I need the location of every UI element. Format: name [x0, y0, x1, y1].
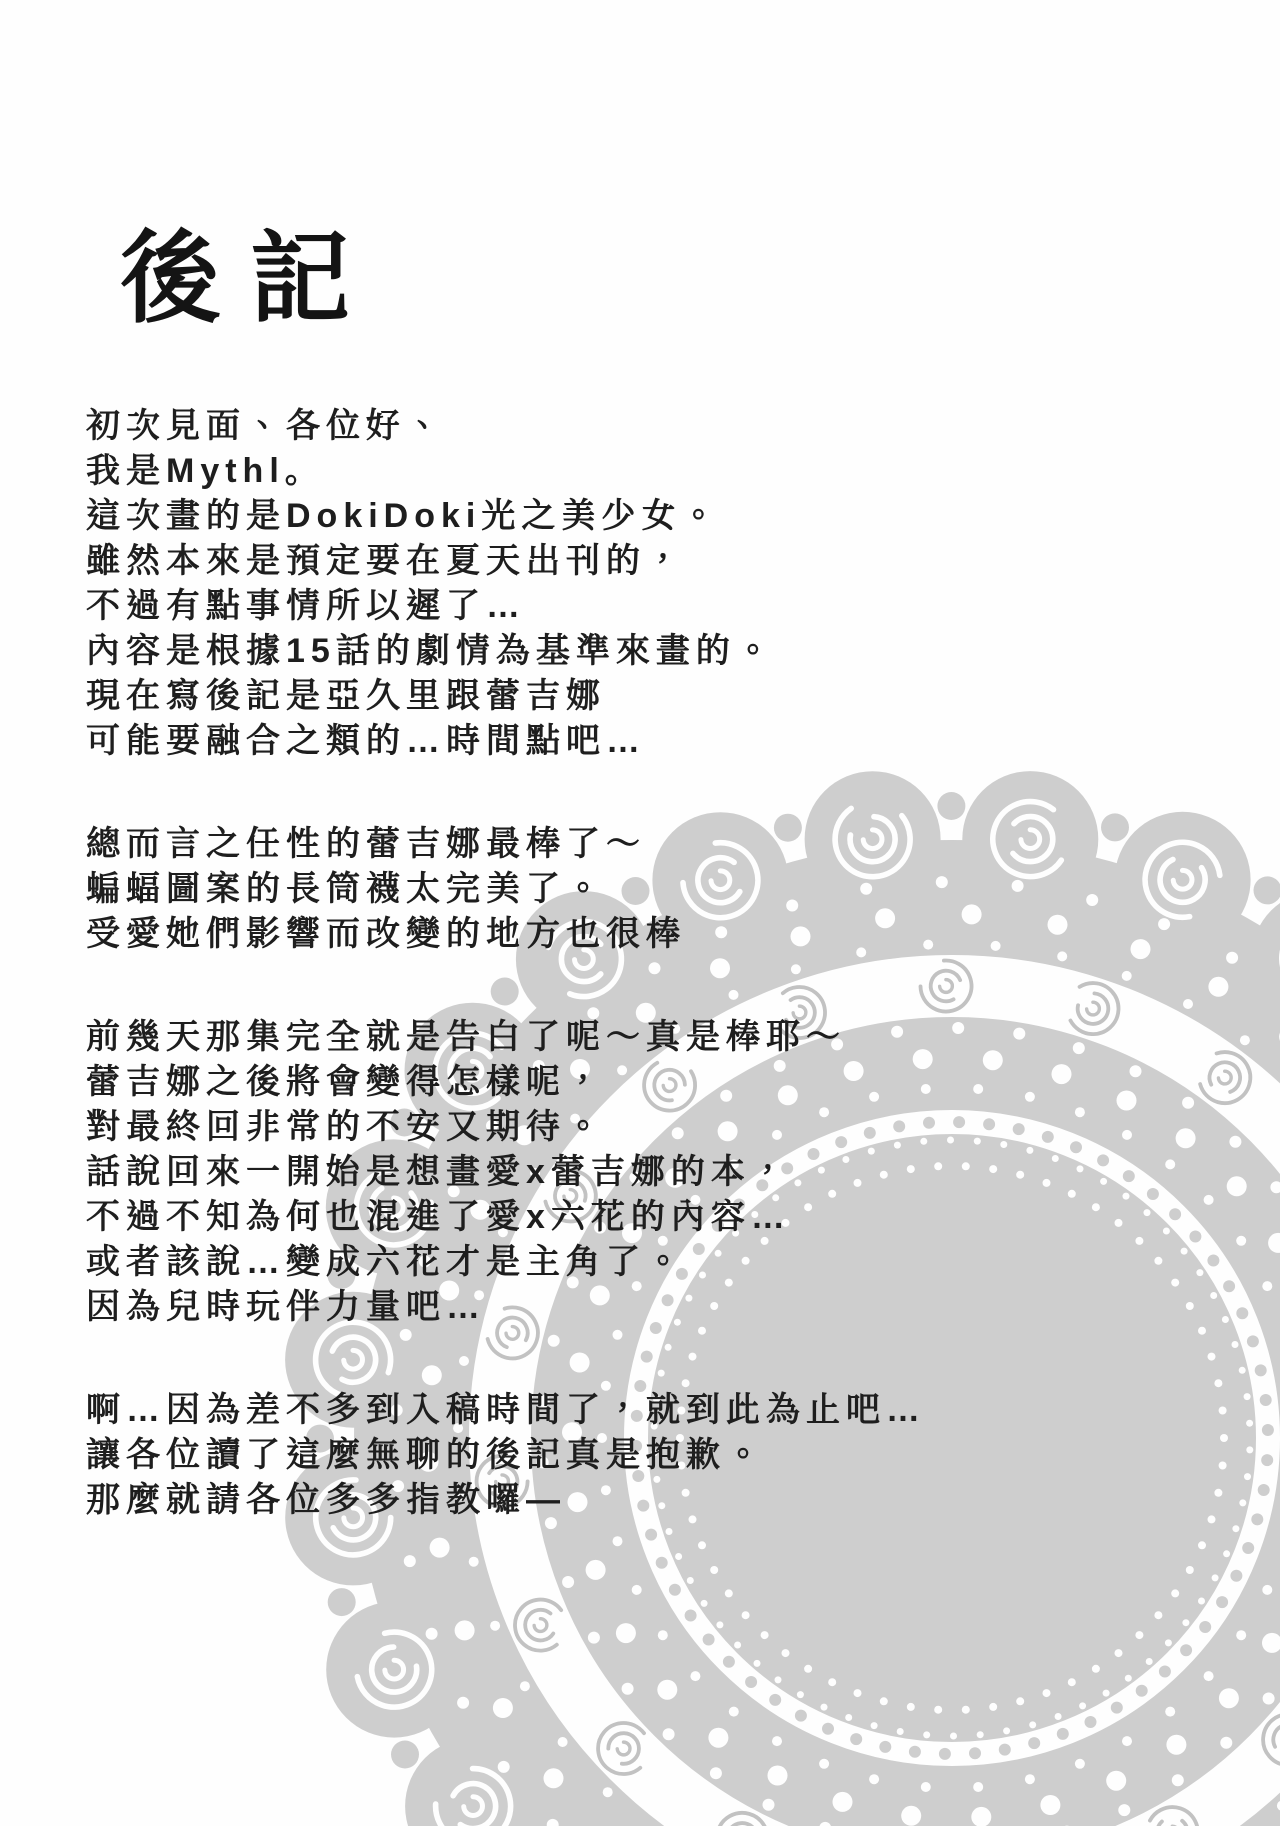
page-title: 後記 — [120, 224, 380, 335]
text-line: 蕾吉娜之後將會變得怎樣呢， — [86, 1063, 606, 1101]
text-line: 我是Mythl。 — [86, 452, 325, 490]
text-line: 對最終回非常的不安又期待。 — [86, 1108, 606, 1146]
text-line: 啊…因為差不多到入稿時間了，就到此為止吧… — [86, 1391, 926, 1429]
text-line: 可能要融合之類的…時間點吧… — [86, 722, 646, 760]
text-line: 現在寫後記是亞久里跟蕾吉娜 — [86, 677, 606, 715]
text-line: 讓各位讀了這麼無聊的後記真是抱歉。 — [86, 1436, 766, 1474]
paragraph-regina — [86, 822, 1186, 957]
text-line: 前幾天那集完全就是告白了呢～真是棒耶～ — [86, 1018, 846, 1056]
text-line: 不過有點事情所以遲了… — [86, 587, 526, 625]
text-line: 雖然本來是預定要在夏天出刊的， — [86, 542, 686, 580]
paragraph-closing — [86, 1388, 1186, 1523]
text-line: 總而言之任性的蕾吉娜最棒了～ — [86, 825, 646, 863]
paragraph-intro — [86, 404, 1186, 764]
text-line: 這次畫的是DokiDoki光之美少女。 — [86, 497, 722, 535]
paragraph-story — [86, 1015, 1186, 1330]
text-line: 內容是根據15話的劇情為基準來畫的。 — [86, 632, 776, 670]
text-line: 蝙蝠圖案的長筒襪太完美了。 — [86, 870, 606, 908]
text-line: 受愛她們影響而改變的地方也很棒 — [86, 915, 686, 953]
text-line: 話說回來一開始是想畫愛x蕾吉娜的本， — [86, 1153, 791, 1191]
text-line: 不過不知為何也混進了愛x六花的內容… — [86, 1198, 791, 1236]
text-line: 因為兒時玩伴力量吧… — [86, 1288, 486, 1326]
text-line: 那麼就請各位多多指教囉— — [86, 1481, 566, 1519]
afterword-text — [86, 404, 1186, 1581]
text-line: 初次見面、各位好、 — [86, 407, 446, 445]
text-line: 或者該說…變成六花才是主角了。 — [86, 1243, 686, 1281]
